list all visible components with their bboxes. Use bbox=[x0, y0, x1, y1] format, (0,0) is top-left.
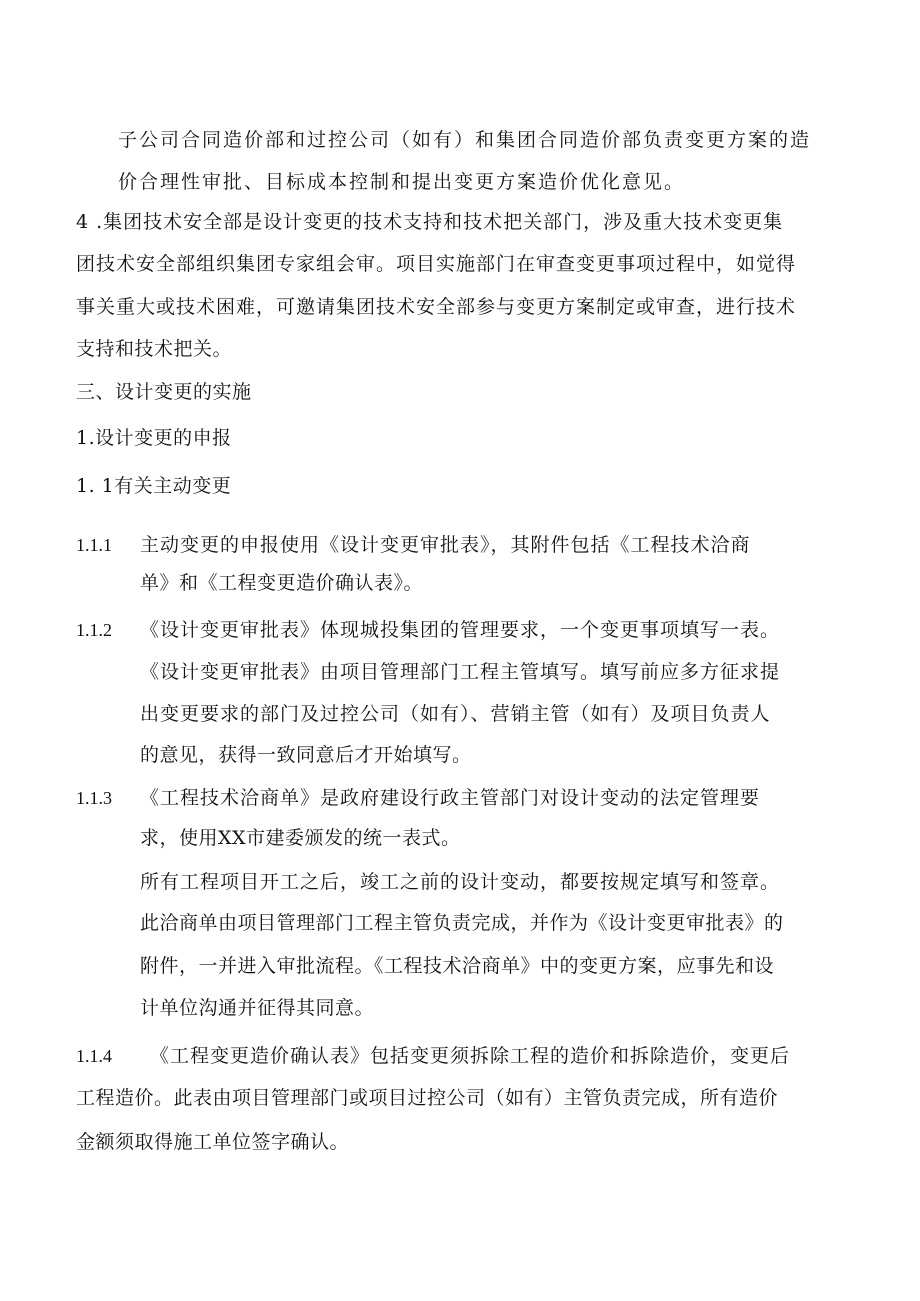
paragraph-line: 事关重大或技术困难，可邀请集团技术安全部参与变更方案制定或审查，进行技术 bbox=[76, 296, 797, 318]
section-heading: 三、设计变更的实施 bbox=[76, 381, 252, 403]
paragraph-line: 《设计变更审批表》体现城投集团的管理要求，一个变更事项填写一表。 bbox=[140, 619, 781, 641]
clause-number: 1.1.2 bbox=[76, 620, 112, 640]
subsection-heading: 1.设计变更的申报 bbox=[76, 427, 232, 449]
paragraph-line: 此洽商单由项目管理部门工程主管负责完成，并作为《设计变更审批表》的 bbox=[140, 912, 784, 934]
clause-number: 1.1.1 bbox=[76, 535, 112, 555]
paragraph-line: 《设计变更审批表》由项目管理部门工程主管填写。填写前应多方征求提 bbox=[140, 661, 781, 683]
paragraph-line: 《工程技术洽商单》是政府建设行政主管部门对设计变动的法定管理要 bbox=[140, 787, 761, 809]
paragraph-line: 所有工程项目开工之后，竣工之前的设计变动，都要按规定填写和签章。 bbox=[140, 871, 781, 893]
paragraph-line: 团技术安全部组织集团专家组会审。项目实施部门在审查变更事项过程中，如觉得 bbox=[76, 253, 797, 275]
paragraph-line: 附件，一并进入审批流程。《工程技术洽商单》中的变更方案，应事先和设 bbox=[140, 955, 775, 977]
paragraph-line: 主动变更的申报使用《设计变更审批表》，其附件包括《工程技术洽商 bbox=[140, 534, 751, 556]
paragraph-line: 《工程变更造价确认表》包括变更须拆除工程的造价和拆除造价，变更后 bbox=[150, 1045, 791, 1067]
paragraph-line: 单》和《工程变更造价确认表》。 bbox=[140, 572, 424, 594]
paragraph-line: 工程造价。此表由项目管理部门或项目过控公司（如有）主管负责完成，所有造价 bbox=[76, 1087, 779, 1109]
clause-number: 1.1.3 bbox=[76, 788, 112, 808]
paragraph-line: 价合理性审批、目标成本控制和提出变更方案造价优化意见。 bbox=[118, 171, 686, 193]
paragraph-line: 子公司合同造价部和过控公司（如有）和集团合同造价部负责变更方案的造 bbox=[118, 129, 812, 151]
paragraph-line: 4 .集团技术安全部是设计变更的技术支持和技术把关部门，涉及重大技术变更集 bbox=[76, 211, 784, 233]
paragraph-line: 求，使用XX市建委颁发的统一表式。 bbox=[140, 827, 461, 849]
paragraph-line: 支持和技术把关。 bbox=[76, 338, 233, 360]
subsection-heading: 1. 1有关主动变更 bbox=[76, 475, 232, 497]
paragraph-line: 金额须取得施工单位签字确认。 bbox=[76, 1131, 350, 1153]
paragraph-line: 的意见，获得一致同意后才开始填写。 bbox=[140, 744, 472, 766]
clause-number: 1.1.4 bbox=[76, 1046, 112, 1066]
paragraph-line: 计单位沟通并征得其同意。 bbox=[140, 997, 375, 1019]
paragraph-line: 出变更要求的部门及过控公司（如有）、营销主管（如有）及项目负责人 bbox=[140, 703, 771, 725]
